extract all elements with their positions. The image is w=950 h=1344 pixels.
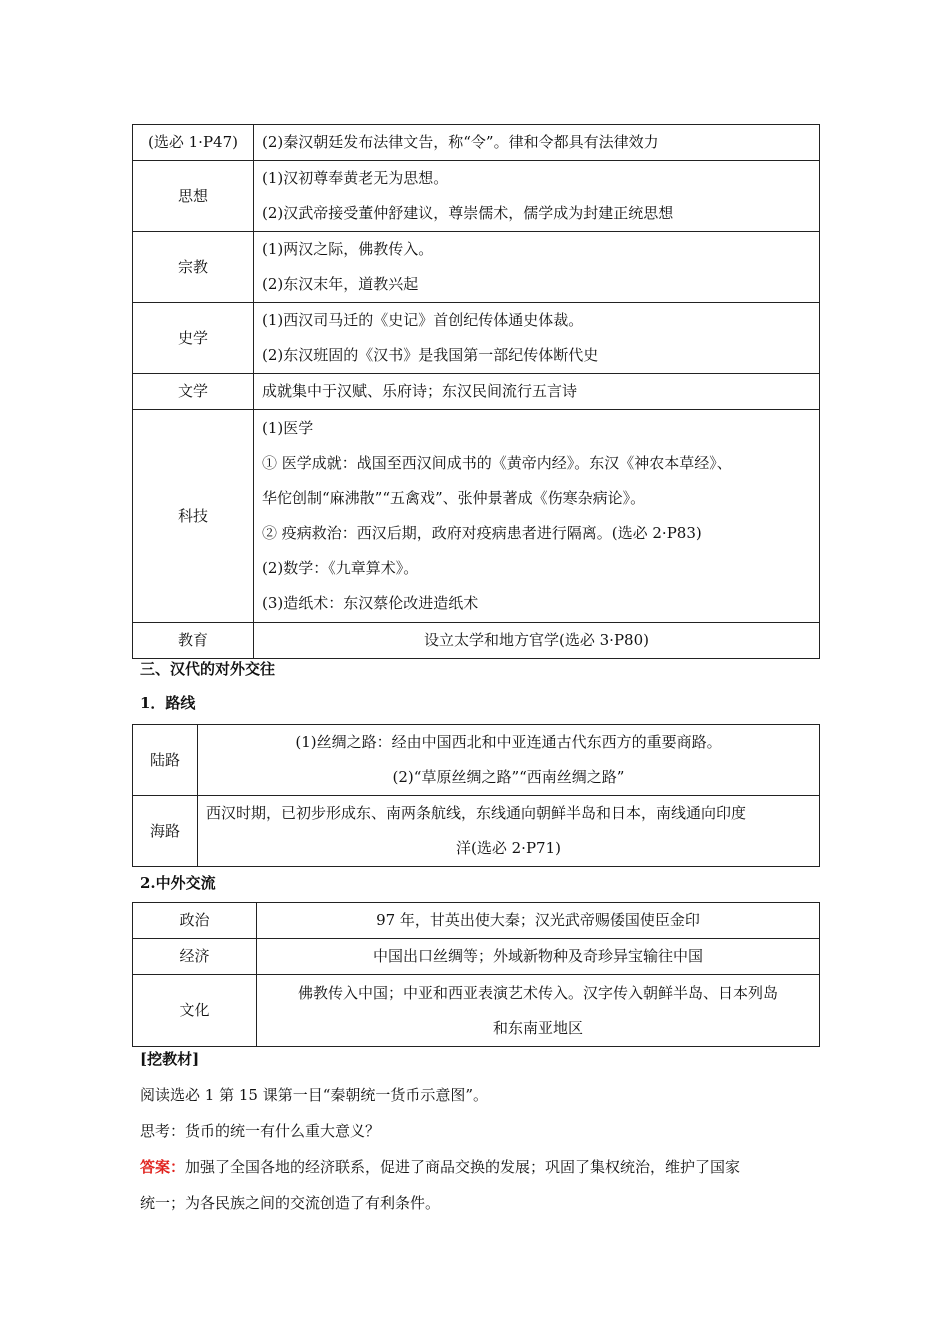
content-line: (2)东汉班固的《汉书》是我国第一部纪传体断代史 [262, 346, 599, 364]
content-line: (1)汉初尊奉黄老无为思想。 [262, 169, 449, 187]
answer-text-1: 加强了全国各地的经济联系，促进了商品交换的发展；巩固了集权统治，维护了国家 [185, 1158, 741, 1176]
content-line: (1)两汉之际，佛教传入。 [262, 240, 434, 258]
row-label-economy: 经济 [133, 939, 257, 975]
table-row [133, 410, 820, 623]
culture-table [132, 124, 820, 659]
table-row [133, 623, 820, 659]
content-line: 西汉时期，已初步形成东、南两条航线，东线通向朝鲜半岛和日本，南线通向印度 [206, 804, 747, 822]
row-content-religion [254, 232, 820, 303]
exchanges-table [132, 902, 820, 1047]
subheading-routes: 1．路线 [140, 694, 196, 712]
table-row [133, 374, 820, 410]
content-line: ① 医学成就：战国至西汉间成书的《黄帝内经》。东汉《神农本草经》、 [262, 454, 732, 472]
content-line: 中国出口丝绸等；外域新物种及奇珍异宝输往中国 [372, 947, 703, 965]
row-label-law: (选必 1·P47) [133, 125, 254, 161]
row-label-literature: 文学 [133, 374, 254, 410]
row-content-sea-route [198, 796, 820, 867]
row-label-culture: 文化 [133, 975, 257, 1047]
row-content-politics [257, 903, 820, 939]
content-line: (3)造纸术：东汉蔡伦改进造纸术 [262, 594, 479, 612]
content-line: (2)秦汉朝廷发布法律文告，称“令”。律和令都具有法律效力 [262, 133, 659, 151]
row-content-literature [254, 374, 820, 410]
table-row [133, 796, 820, 867]
content-line: (1)医学 [262, 419, 314, 437]
table-row [133, 232, 820, 303]
section-heading-foreign-exchange: 三、汉代的对外交往 [140, 660, 276, 678]
dig-textbook-heading: [挖教材] [140, 1050, 200, 1068]
content-line: (2)数学：《九章算术》。 [262, 559, 419, 577]
content-line: (1)西汉司马迁的《史记》首创纪传体通史体裁。 [262, 311, 584, 329]
row-content-land-route [198, 725, 820, 796]
row-label-sea-route: 海路 [133, 796, 198, 867]
row-label-history: 史学 [133, 303, 254, 374]
row-label-science: 科技 [133, 410, 254, 623]
content-line: (2)东汉末年，道教兴起 [262, 275, 419, 293]
table-row [133, 125, 820, 161]
content-line: ② 疫病救治：西汉后期，政府对疫病患者进行隔离。(选必 2·P83) [262, 524, 702, 542]
routes-table [132, 724, 820, 867]
reading-instruction: 阅读选必 1 第 15 课第一目“秦朝统一货币示意图”。 [140, 1086, 489, 1104]
row-content-law [254, 125, 820, 161]
table-row [133, 303, 820, 374]
answer-text-2: 统一；为各民族之间的交流创造了有利条件。 [140, 1194, 441, 1212]
table-row [133, 725, 820, 796]
content-line: 洋(选必 2·P71) [456, 839, 561, 857]
content-line: 和东南亚地区 [492, 1018, 583, 1037]
table-row [133, 161, 820, 232]
content-line: 设立太学和地方官学(选必 3·P80) [424, 631, 649, 649]
row-content-education [254, 623, 820, 659]
row-label-religion: 宗教 [133, 232, 254, 303]
row-content-economy [257, 939, 820, 975]
content-line: (1)丝绸之路：经由中国西北和中亚连通古代东西方的重要商路。 [295, 733, 722, 751]
row-content-thought [254, 161, 820, 232]
content-line: 成就集中于汉赋、乐府诗；东汉民间流行五言诗 [262, 382, 578, 400]
row-content-culture [257, 975, 820, 1047]
row-label-land-route: 陆路 [133, 725, 198, 796]
table-row [133, 903, 820, 939]
row-label-education: 教育 [133, 623, 254, 659]
answer-block [140, 1149, 818, 1221]
row-content-history [254, 303, 820, 374]
row-content-science [254, 410, 820, 623]
content-line: 97 年，甘英出使大秦；汉光武帝赐倭国使臣金印 [376, 911, 700, 929]
table-row [133, 939, 820, 975]
row-label-politics: 政治 [133, 903, 257, 939]
content-line: 华佗创制“麻沸散”“五禽戏”、张仲景著成《伤寒杂病论》。 [262, 489, 646, 507]
content-line: 佛教传入中国；中亚和西亚表演艺术传入。汉字传入朝鲜半岛、日本列岛 [297, 983, 778, 1002]
content-line: (2)汉武帝接受董仲舒建议，尊崇儒术，儒学成为封建正统思想 [262, 204, 674, 222]
row-label-thought: 思想 [133, 161, 254, 232]
answer-label: 答案： [140, 1158, 186, 1176]
answer-line [140, 1149, 818, 1185]
question-text: 思考：货币的统一有什么重大意义？ [140, 1122, 381, 1140]
content-line: (2)“草原丝绸之路”“西南丝绸之路” [392, 768, 625, 786]
table-row [133, 975, 820, 1047]
subheading-exchanges: 2.中外交流 [140, 874, 216, 892]
